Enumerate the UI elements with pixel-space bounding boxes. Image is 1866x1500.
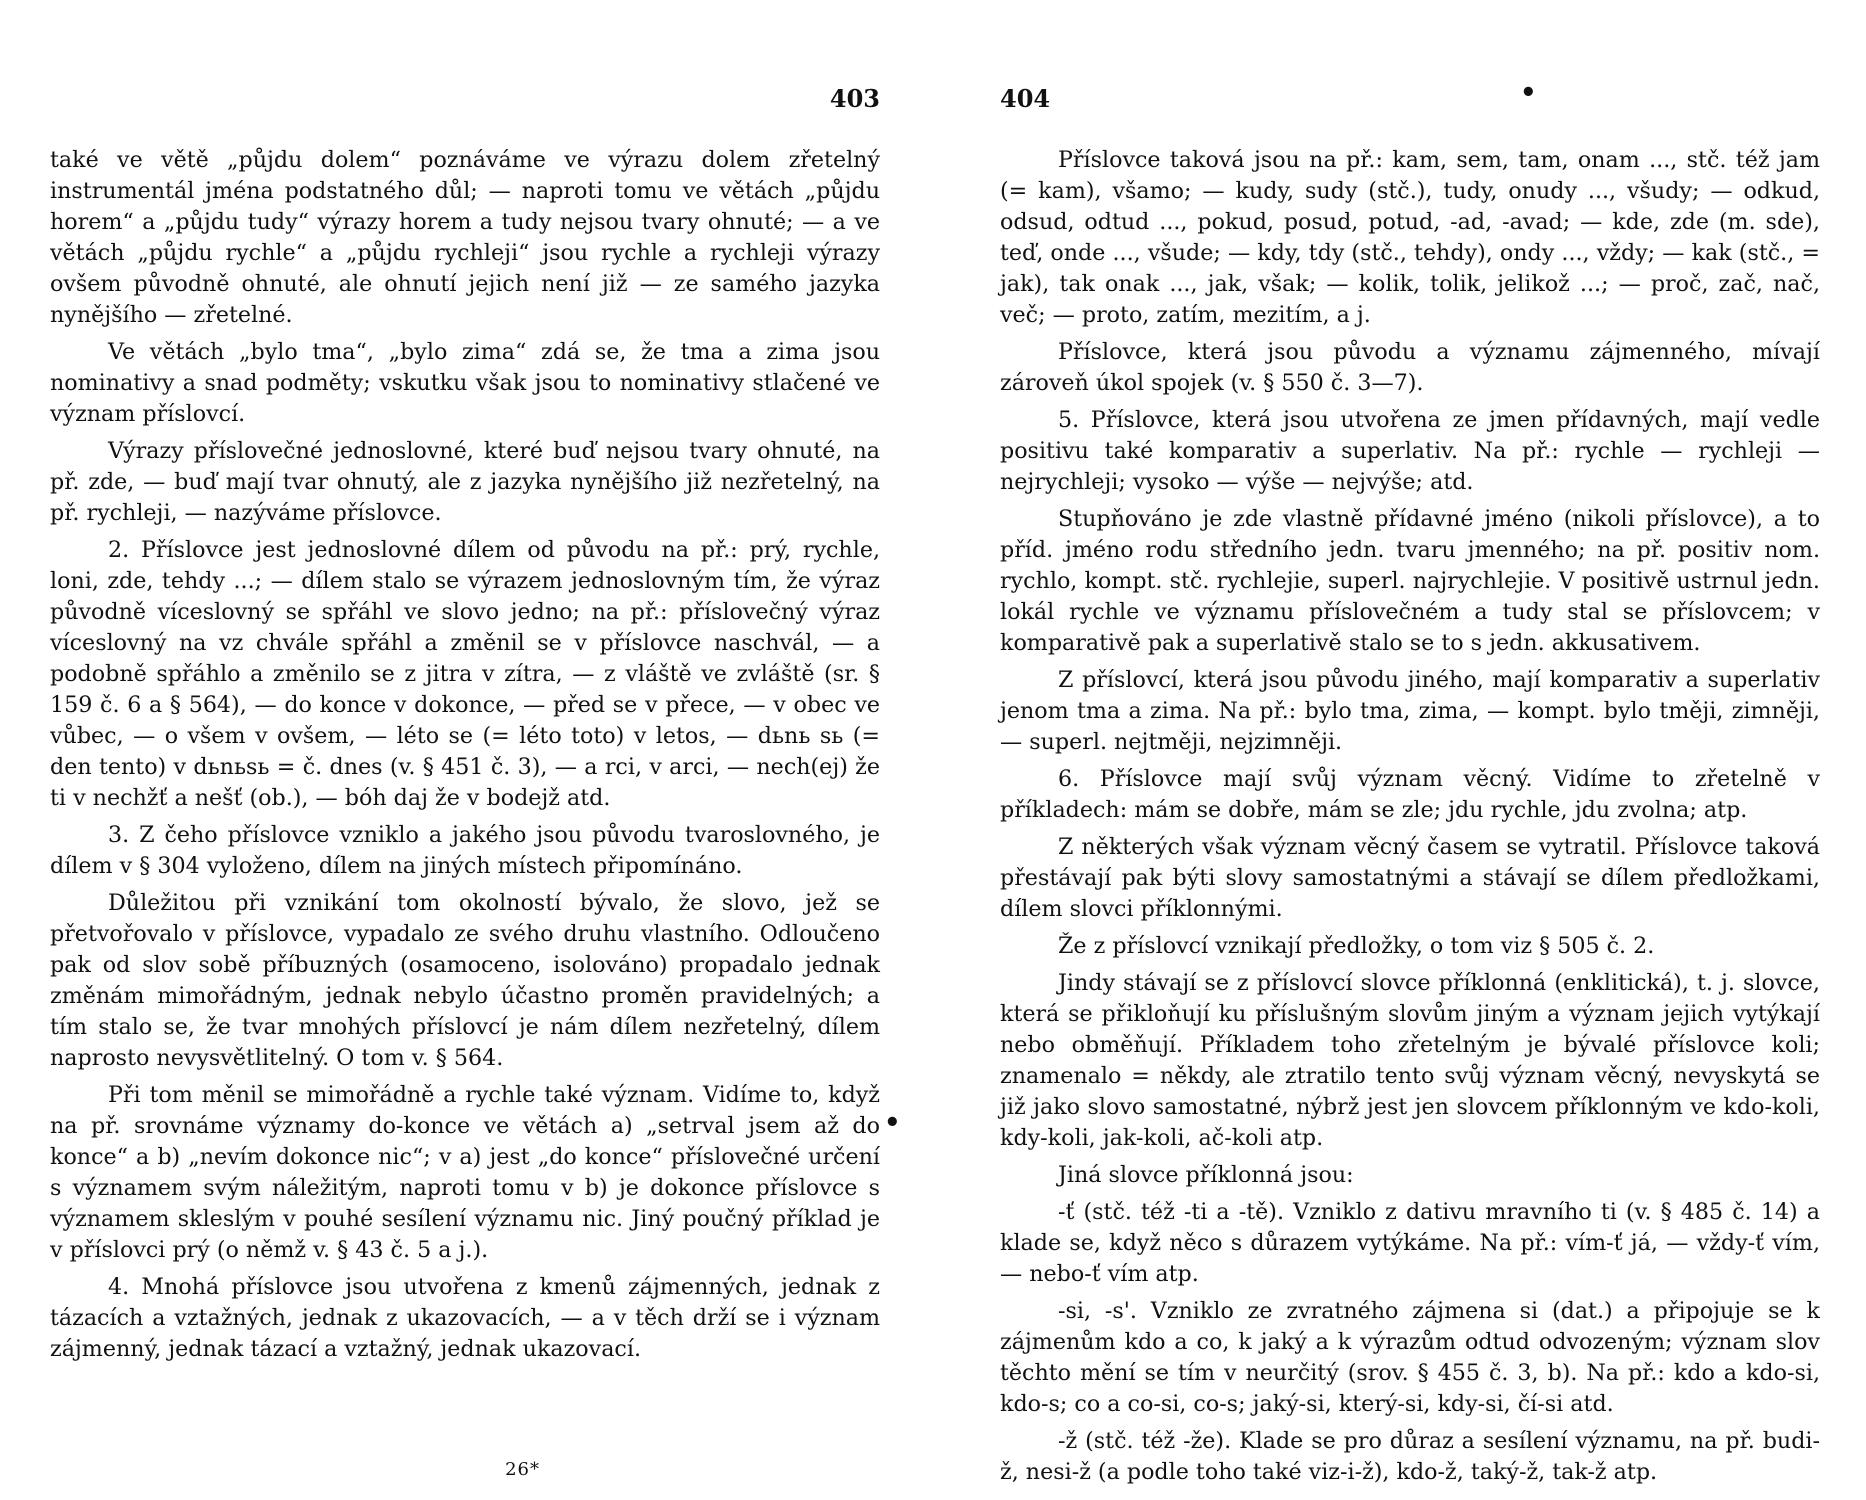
right-page <box>1000 0 1820 1500</box>
paragraph: Jindy stávají se z příslovcí slovce příklonná (enklitická), t. j. slovce, která se přikloňují ku příslušným slovům jiným a význam jejich vytýkají nebo obměňují. Příkladem toho zřetelným je bývalé příslovce koli; znamenalo = někdy, ale ztratilo tento svůj význam věcný, nevyskytá se již jako slovo samostatné, nýbrž jest jen slovcem příklonným ve kdo-koli, kdy-koli, jak-koli, ač-koli atp. <box>1000 970 1820 1151</box>
paragraph: -ť (stč. též -ti a -tě). Vzniklo z dativu mravního ti (v. § 485 č. 14) a klade se, když něco s důrazem vytýkáme. Na př.: vím-ť já, — vždy-ť vím, — nebo-ť vím atp. <box>1000 1199 1820 1287</box>
paragraph: Výrazy příslovečné jednoslovné, které buď nejsou tvary ohnuté, na př. zde, — buď mají tvar ohnutý, ale z jazyka nynějšího již nezřetelný, na př. rychleji, — nazýváme příslovce. <box>50 438 880 526</box>
paragraph: -ž (stč. též -že). Klade se pro důraz a sesílení významu, na př. budi-ž, nesi-ž (a podle toho také viz-i-ž), kdo-ž, taký-ž, tak-ž atp. <box>1000 1428 1820 1485</box>
left-page <box>50 0 880 1500</box>
paragraph: Příslovce taková jsou na př.: kam, sem, tam, onam ..., stč. též jam (= kam), všamo; — kudy, sudy (stč.), tudy, onudy ..., všudy; — odkud, odsud, odtud ..., pokud, posud, potud, -ad, -avad; — kde, zde (m. sde), teď, onde ..., všude; — kdy, tdy (stč., tehdy), ondy ..., vždy; — kak (stč., = jak), tak onak ..., jak, však; — kolik, tolik, jelikož ...; — proč, zač, nač, več; — proto, zatím, mezitím, a j. <box>1000 147 1820 328</box>
signature-mark: 26* <box>505 1459 540 1480</box>
page-body <box>1000 145 1820 1494</box>
paragraph: Při tom měnil se mimořádně a rychle také význam. Vidíme to, když na př. srovnáme významy do-konce ve větách a) „setrval jsem až do konce“ a b) „nevím dokonce nic“; v a) jest „do konce“ příslovečné určení s významem svým náležitým, naproti tomu v b) je dokonce příslovce s významem skleslým v pouhé sesílení významu nic. Jiný poučný příklad je v příslovci prý (o němž v. § 43 č. 5 a j.). <box>50 1082 880 1263</box>
paragraph: Ve větách „bylo tma“, „bylo zima“ zdá se, že tma a zima jsou nominativy a snad podměty; vskutku však jsou to nominativy stlačené ve význam příslovcí. <box>50 339 880 427</box>
paragraph: Z příslovcí, která jsou původu jiného, mají komparativ a superlativ jenom tma a zima. Na př.: bylo tma, zima, — kompt. bylo tměji, zimněji, — superl. nejtměji, nejzimněji. <box>1000 667 1820 755</box>
print-dot: • <box>884 1108 901 1138</box>
paragraph: Důležitou při vznikání tom okolností bývalo, že slovo, jež se přetvořovalo v příslovce, vypadalo ze svého druhu vlastního. Odloučeno pak od slov sobě příbuzných (osamoceno, isolováno) propadalo jednak změnám mimořádným, jednak nebylo účastno proměn pravidelných; a tím stalo se, že tvar mnohých příslovcí je nám dílem nezřetelný, dílem naprosto nevysvětlitelný. O tom v. § 564. <box>50 890 880 1071</box>
paragraph: -si, -s'. Vzniklo ze zvratného zájmena si (dat.) a připojuje se k zájmenům kdo a co, k jaký a k výrazům odtud odvozeným; význam slov těchto mění se tím v neurčitý (srov. § 455 č. 3, b). Na př.: kdo a kdo-si, kdo-s; co a co-si, co-s; jaký-si, který-si, kdy-si, čí-si atd. <box>1000 1298 1820 1417</box>
page-body <box>50 145 880 1371</box>
paragraph: Že z příslovcí vznikají předložky, o tom viz § 505 č. 2. <box>1058 933 1655 959</box>
paragraph: 5. Příslovce, která jsou utvořena ze jmen přídavných, mají vedle positivu také komparativ a superlativ. Na př.: rychle — rychleji — nejrychleji; vysoko — výše — nejvýše; atd. <box>1000 407 1820 495</box>
print-dot: • <box>1520 78 1537 108</box>
paragraph: 2. Příslovce jest jednoslovné dílem od původu na př.: prý, rychle, loni, zde, tehdy ...; — dílem stalo se výrazem jednoslovným tím, že výraz původně víceslovný se spřáhl ve slovo jedno; na př.: příslovečný výraz víceslovný na vz chvále spřáhl a změnil se v příslovce naschvál, — a podobně spřáhlo a změnilo se z jitra v zítra, — z vláště ve zvláště (sr. § 159 č. 6 a § 564), — do konce v dokonce, — před se v přece, — v obec ve vůbec, — o všem v ovšem, — léto se (= léto toto) v letos, — dьnь sь (= den tento) v dьnьsь = č. dnes (v. § 451 č. 3), — a rci, v arci, — nech(ej) že ti v nechžť a nešť (ob.), — bóh daj že v bodejž atd. <box>50 537 880 811</box>
paragraph: 4. Mnohá příslovce jsou utvořena z kmenů zájmenných, jednak z tázacích a vztažných, jednak z ukazovacích, — a v těch drží se i význam zájmenný, jednak tázací a vztažný, jednak ukazovací. <box>50 1274 880 1362</box>
page-number: 403 <box>829 84 880 113</box>
paragraph: Příslovce, která jsou původu a významu zájmenného, mívají zároveň úkol spojek (v. § 550 č. 3—7). <box>1000 339 1820 396</box>
paragraph: také ve větě „půjdu dolem“ poznáváme ve výrazu dolem zřetelný instrumentál jména podstatného důl; — naproti tomu ve větách „půjdu horem“ a „půjdu tudy“ výrazy horem a tudy nejsou tvary ohnuté; — a ve větách „půjdu rychle“ a „půjdu rychleji“ jsou rychle a rychleji výrazy ovšem původně ohnuté, ale ohnutí jejich není již — ze samého jazyka nynějšího — zřetelné. <box>50 147 880 328</box>
page-number: 404 <box>1000 84 1051 113</box>
paragraph: Z některých však význam věcný časem se vytratil. Příslovce taková přestávají pak býti slovy samostatnými a stávají se dílem předložkami, dílem slovci příklonnými. <box>1000 834 1820 922</box>
paragraph: 3. Z čeho příslovce vzniklo a jakého jsou původu tvaroslovného, je dílem v § 304 vyloženo, dílem na jiných místech připomínáno. <box>50 822 880 879</box>
paragraph: 6. Příslovce mají svůj význam věcný. Vidíme to zřetelně v příkladech: mám se dobře, mám se zle; jdu rychle, jdu zvolna; atp. <box>1000 766 1820 823</box>
paragraph: Stupňováno je zde vlastně přídavné jméno (nikoli příslovce), a to příd. jméno rodu středního jedn. tvaru jmenného; na př. positiv nom. rychlo, kompt. stč. rychlejie, superl. najrychlejie. V positivě ustrnul jedn. lokál rychle ve významu příslovečném a tudy stal se příslovcem; v komparativě pak a superlativě stalo se to s jedn. akkusativem. <box>1000 506 1820 656</box>
paragraph: Jiná slovce příklonná jsou: <box>1058 1162 1354 1188</box>
